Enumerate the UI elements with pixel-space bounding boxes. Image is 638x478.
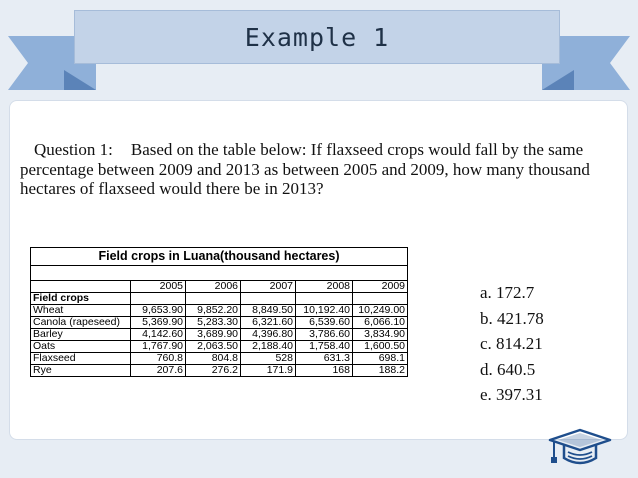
crop-value: 1,767.90 xyxy=(131,341,186,353)
crop-value: 3,786.60 xyxy=(296,329,353,341)
field-crops-table xyxy=(30,247,408,377)
question-text: Based on the table below: If flaxseed crops would fall by the same percentage between 2009 and 2013 as between 2005 and 2009, how many thousand hectares of flaxseed would there be in 2013? xyxy=(20,140,590,198)
crop-value: 9,653.90 xyxy=(131,305,186,317)
crop-value: 2,188.40 xyxy=(241,341,296,353)
answer-option-e xyxy=(480,382,544,408)
crop-name: Oats xyxy=(31,341,131,353)
crop-name: Rye xyxy=(31,365,131,377)
crop-value: 6,539.60 xyxy=(296,317,353,329)
crop-value: 2,063.50 xyxy=(186,341,241,353)
answer-value: 397.31 xyxy=(496,385,543,404)
crop-value: 8,849.50 xyxy=(241,305,296,317)
crop-name: Barley xyxy=(31,329,131,341)
answer-label: c. xyxy=(480,334,492,353)
crop-value: 5,283.30 xyxy=(186,317,241,329)
graduation-cap-icon xyxy=(544,428,614,470)
crop-value: 3,689.90 xyxy=(186,329,241,341)
year-header: 2008 xyxy=(296,281,353,293)
answer-value: 172.7 xyxy=(496,283,535,302)
crop-value: 1,600.50 xyxy=(353,341,408,353)
crop-value: 631.3 xyxy=(296,353,353,365)
crop-name: Wheat xyxy=(31,305,131,317)
answer-value: 640.5 xyxy=(497,359,536,379)
table-row xyxy=(31,305,408,317)
crop-value: 698.1 xyxy=(353,353,408,365)
crop-value: 4,396.80 xyxy=(241,329,296,341)
crop-name: Canola (rapeseed) xyxy=(31,317,131,329)
answer-label: b. xyxy=(480,308,493,328)
year-header: 2005 xyxy=(131,281,186,293)
year-header: 2007 xyxy=(241,281,296,293)
crop-value: 528 xyxy=(241,353,296,365)
field-crops-header: Field crops xyxy=(31,293,131,305)
question-label: Question 1: xyxy=(34,140,113,159)
year-header: 2009 xyxy=(353,281,408,293)
table-row xyxy=(31,341,408,353)
crop-value: 6,066.10 xyxy=(353,317,408,329)
crop-value: 3,834.90 xyxy=(353,329,408,341)
crop-value: 760.8 xyxy=(131,353,186,365)
crop-value: 4,142.60 xyxy=(131,329,186,341)
crop-value: 5,369.90 xyxy=(131,317,186,329)
question-block xyxy=(20,140,616,199)
crop-value: 171.9 xyxy=(241,365,296,377)
crop-value: 1,758.40 xyxy=(296,341,353,353)
answer-label: d. xyxy=(480,359,493,379)
answer-value: 814.21 xyxy=(496,334,543,353)
slide-title: Example 1 xyxy=(244,22,390,52)
crop-value: 188.2 xyxy=(353,365,408,377)
answer-option-b xyxy=(480,306,544,332)
crop-name: Flaxseed xyxy=(31,353,131,365)
crop-value: 804.8 xyxy=(186,353,241,365)
table-spacer-row xyxy=(31,266,408,281)
table-title: Field crops in Luana(thousand hectares) xyxy=(31,248,408,266)
crop-value: 168 xyxy=(296,365,353,377)
crop-value: 6,321.60 xyxy=(241,317,296,329)
answer-value: 421.78 xyxy=(497,308,544,328)
answer-label: a. xyxy=(480,283,492,302)
answer-label: e. xyxy=(480,385,492,404)
table-row xyxy=(31,317,408,329)
crop-value: 207.6 xyxy=(131,365,186,377)
answer-option-c xyxy=(480,331,544,357)
table-row xyxy=(31,329,408,341)
answer-choices xyxy=(480,280,544,408)
table-label-row xyxy=(31,293,408,305)
table-row xyxy=(31,365,408,377)
answer-option-d xyxy=(480,357,544,383)
crop-value: 9,852.20 xyxy=(186,305,241,317)
table-corner-cell xyxy=(31,281,131,293)
table-year-row xyxy=(31,281,408,293)
title-banner xyxy=(74,10,560,64)
answer-option-a xyxy=(480,280,544,306)
crop-value: 10,249.00 xyxy=(353,305,408,317)
table-row xyxy=(31,353,408,365)
crop-value: 10,192.40 xyxy=(296,305,353,317)
year-header: 2006 xyxy=(186,281,241,293)
crop-value: 276.2 xyxy=(186,365,241,377)
